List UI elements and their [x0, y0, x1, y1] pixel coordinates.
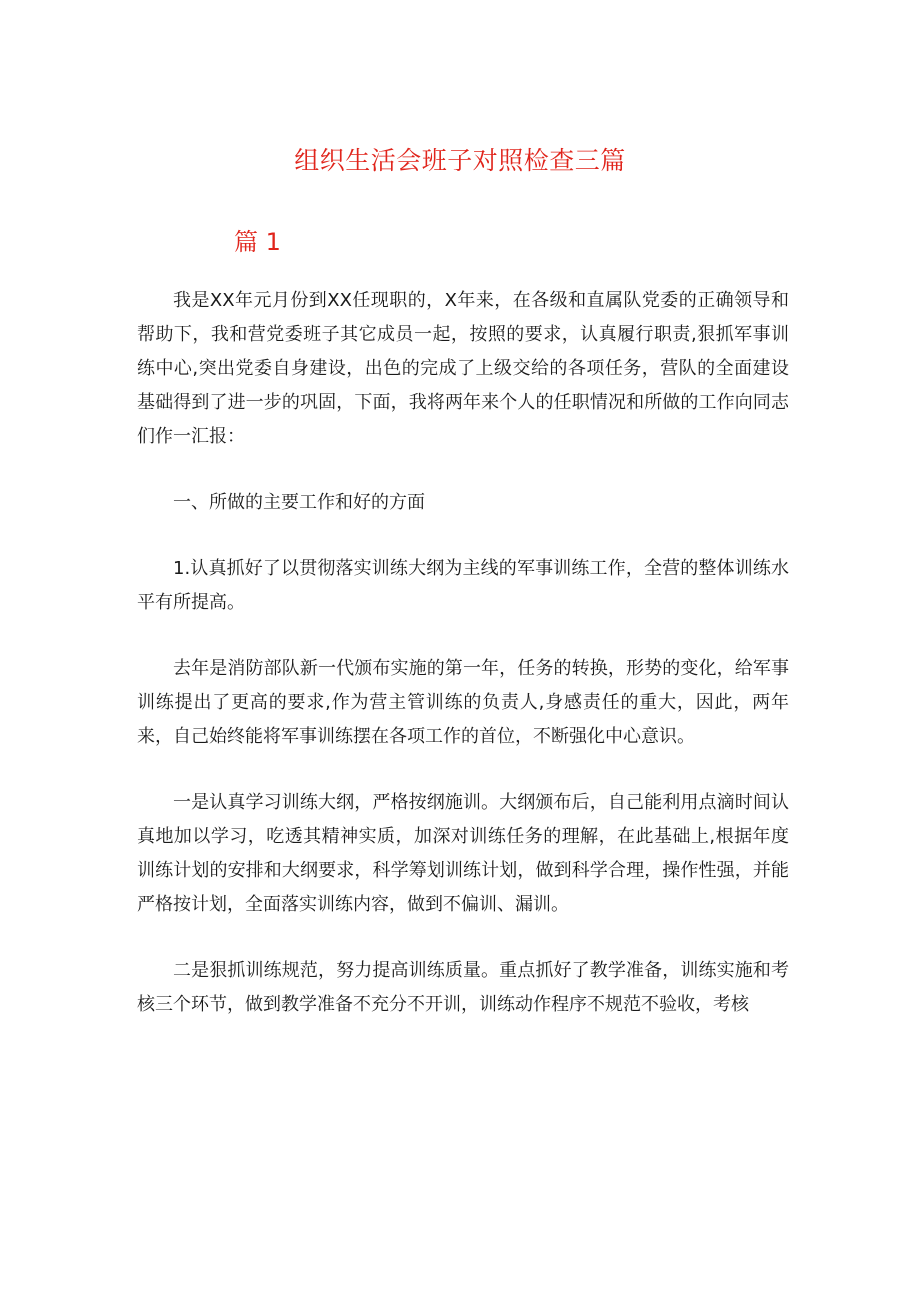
paragraph: 一、所做的主要工作和好的方面 [173, 492, 425, 513]
document-title: 组织生活会班子对照检查三篇 [294, 146, 626, 175]
paragraph: 一是认真学习训练大纲，严格按纲施训。大纲颁布后，自己能利用点滴时间认真地加以学习，吃透其精神实质，加深对训练任务的理解，在此基础上,根据年度训练计划的安排和大纲要求，科学筹划训练计划，做到科学合理，操作性强，并能严格按计划，全面落实训练内容，做到不偏训、漏训。 [137, 792, 789, 915]
paragraph: 1.认真抓好了以贯彻落实训练大纲为主线的军事训练工作，全营的整体训练水平有所提高。 [137, 558, 789, 613]
paragraph: 二是狠抓训练规范，努力提高训练质量。重点抓好了教学准备，训练实施和考核三个环节，做到教学准备不充分不开训，训练动作程序不规范不验收，考核 [137, 960, 789, 1015]
paragraph: 我是XX年元月份到XX任现职的，X年来，在各级和直属队党委的正确领导和帮助下，我和营党委班子其它成员一起，按照的要求，认真履行职责,狠抓军事训练中心,突出党委自身建设，出色的完成了上级交给的各项任务，营队的全面建设基础得到了进一步的巩固，下面，我将两年来个人的任职情况和所做的工作向同志们作一汇报： [137, 290, 789, 447]
paragraph: 去年是消防部队新一代颁布实施的第一年，任务的转换，形势的变化，给军事训练提出了更高的要求,作为营主管训练的负责人,身感责任的重大，因此，两年来，自己始终能将军事训练摆在各项工作的首位，不断强化中心意识。 [137, 658, 789, 747]
section-heading: 篇 1 [234, 228, 281, 256]
document-body [137, 284, 789, 1054]
